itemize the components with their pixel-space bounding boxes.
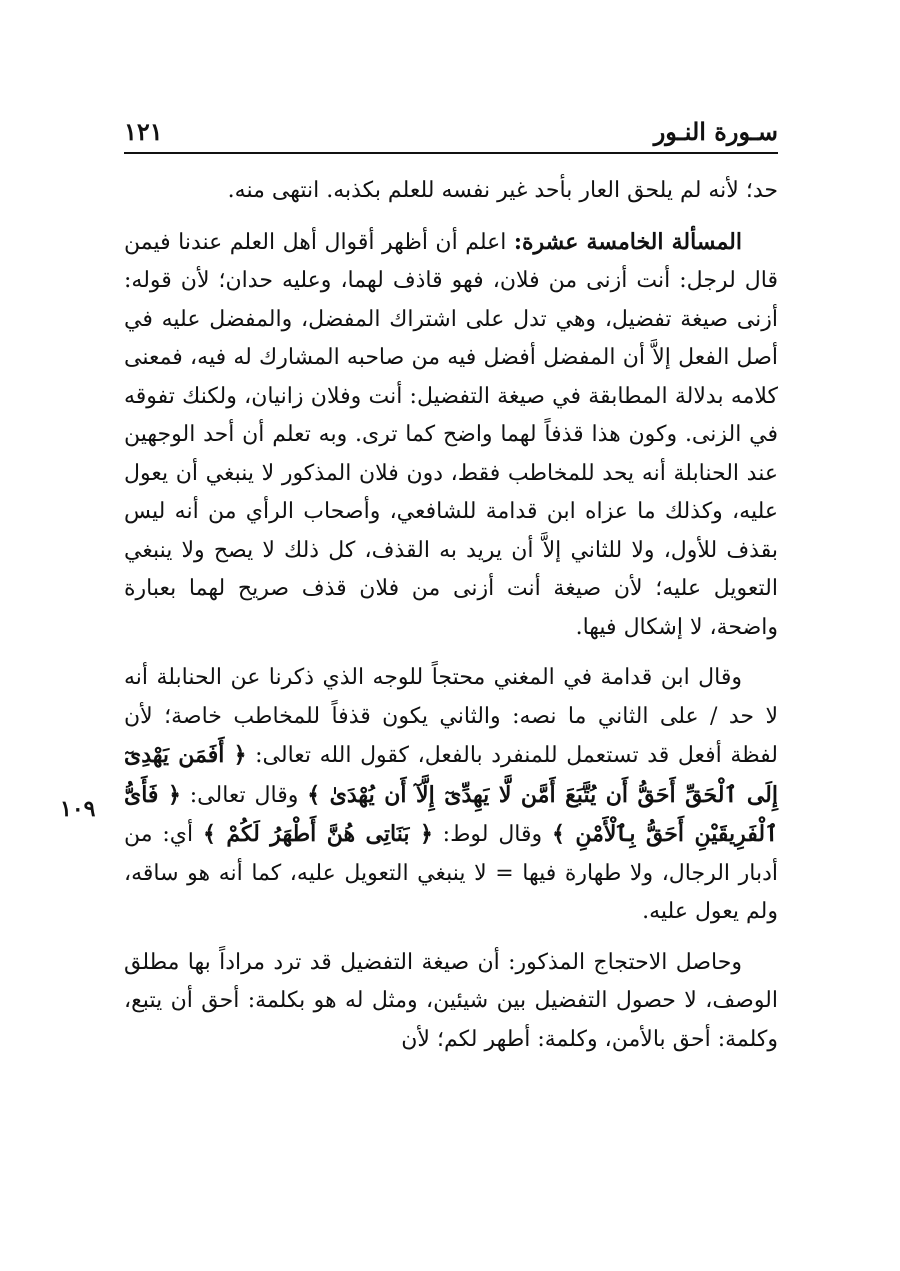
page-header <box>124 112 778 152</box>
paragraph-3-part-a: وقال ابن قدامة في المغني محتجاً للوجه الذي ذكرنا عن الحنابلة أنه لا حد / على الثاني ما نصه: والثاني يكون قذفاً للمخاطب خاصة؛ لأن لفظة أفعل قد تستعمل للمنفرد بالفعل، كقول الله تعالى: <box>124 665 779 768</box>
header-rule <box>124 152 778 154</box>
paragraph-1: حد؛ لأنه لم يلحق العار بأحد غير نفسه للعلم بكذبه. انتهى منه. <box>227 178 778 203</box>
quran-verse-2: ﴿ فَأَىُّ ٱلْفَرِيقَيْنِ أَحَقُّ بِٱلْأَمْنِ ﴾ <box>124 781 778 847</box>
issue-heading: المسألة الخامسة عشرة: <box>513 228 742 255</box>
running-title: سـورة النـور <box>653 117 778 146</box>
body-text <box>124 172 778 1071</box>
paragraph-2 <box>124 223 778 648</box>
margin-page-reference: ١٠٩ <box>60 796 96 822</box>
paragraph-3-part-d: أي: من أدبار الرجال، ولا طهارة فيها = لا ينبغي التعويل عليه، كما أنه هو ساقه، ولم يعول عليه. <box>124 822 778 924</box>
paragraph-2-text: اعلم أن أظهر أقوال أهل العلم عندنا فيمن قال لرجل: أنت أزنى من فلان، فهو قاذف لهما، وعليه حدان؛ لأن قوله: أزنى صيغة تفضيل، وهي تدل على اشتراك المفضل، والمفضل عليه في أصل الفعل إلاَّ أن المفضل أفضل فيه من صاحبه المشارك له فيه، فمعنى كلامه بدلالة المطابقة في صيغة التفضيل: أنت وفلان زانيان، ولكنك تفوقه في الزنى. وكون هذا قذفاً لهما واضح كما ترى. وبه تعلم أن أحد الوجهين عند الحنابلة أنه يحد للمخاطب فقط، دون فلان المذكور لا ينبغي أن يعول عليه، وكذلك ما عزاه ابن قدامة للشافعي، وأصحاب الرأي من أنه ليس بقذف للأول، ولا للثاني إلاَّ أن يريد به القذف، كل ذلك لا يصح ولا ينبغي التعويل عليه؛ لأن صيغة أنت أزنى من فلان قذف صريح لهما بعبارة واضحة، لا إشكال فيها. <box>124 229 778 640</box>
quran-verse-1: ﴿ أَفَمَن يَهْدِىٓ إِلَى ٱلْحَقِّ أَحَقُّ أَن يُتَّبَعَ أَمَّن لَّا يَهِدِّىٓ إِلَّآ أَن يُهْدَىٰ ﴾ <box>124 742 778 808</box>
paragraph-3-part-b: وقال تعالى: <box>180 782 308 808</box>
page-number: ١٢١ <box>124 117 163 146</box>
quran-verse-3: ﴿ بَنَاتِى هُنَّ أَطْهَرُ لَكُمْ ﴾ <box>202 821 433 847</box>
paragraph-3 <box>124 659 778 932</box>
paragraph-4: وحاصل الاحتجاج المذكور: أن صيغة التفضيل قد ترد مراداً بها مطلق الوصف، لا حصول التفضيل بين شيئين، ومثل له هو بكلمة: أحق أن يتبع، وكلمة: أحق بالأمن، وكلمة: أطهر لكم؛ لأن <box>124 949 778 1052</box>
paragraph-3-part-c: وقال لوط: <box>432 822 552 847</box>
